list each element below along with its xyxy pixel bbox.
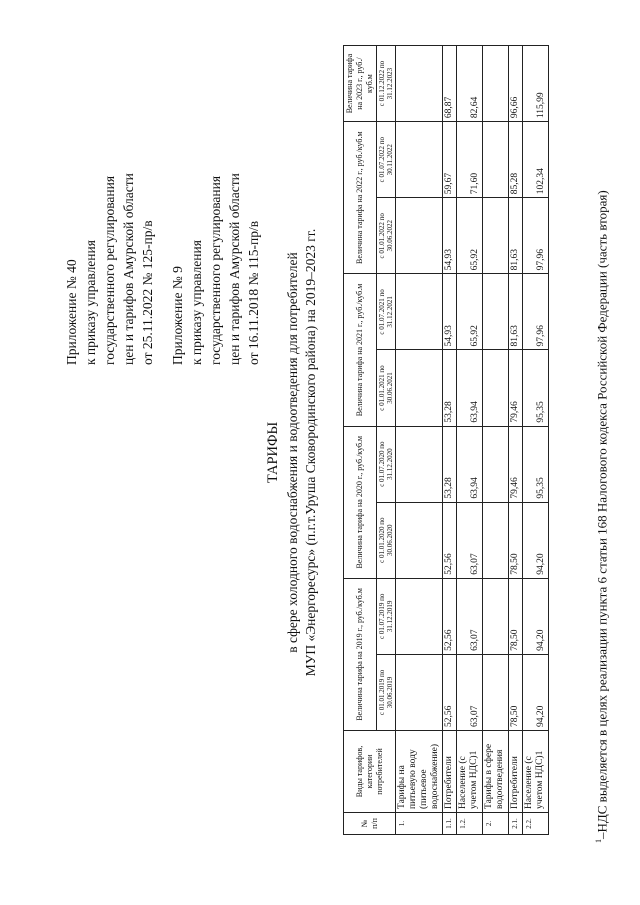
tariff-value: 63,07 [457,654,483,730]
tariff-value: 81,63 [509,198,523,274]
tariff-value: 52,56 [443,502,457,578]
annex-line: цен и тарифов Амурской области [227,173,242,365]
tariff-value: 63,94 [457,426,483,502]
annex-line: к приказу управления [189,240,204,365]
tariff-value: 79,46 [509,426,523,502]
tariff-value: 63,94 [457,350,483,426]
tariff-value: 102,34 [523,122,549,198]
tariff-value [396,46,443,122]
tariff-value: 115,99 [523,46,549,122]
row-number: 2.2. [523,813,549,835]
annex-line: Приложение № 40 [64,259,79,365]
table-row [509,46,523,835]
tariff-value: 78,50 [509,654,523,730]
period-header: с 01.01.2020 по 30.06.2020 [377,502,396,578]
tariff-value [396,578,443,654]
tariff-value [483,274,509,350]
tariff-table [343,45,549,835]
table-row [443,46,457,835]
annex-line: от 25.11.2022 № 125-пр/в [140,220,155,365]
period-header: с 01.07.2021 по 31.12.2021 [377,274,396,350]
annex-40-header [62,173,157,365]
tariff-value [483,46,509,122]
tariff-value: 52,56 [443,654,457,730]
tariff-value: 68,87 [443,46,457,122]
tariff-value [396,122,443,198]
footnote-text: –НДС выделяется в целях реализации пункта 6 статьи 168 Налогового кодекса Российской Федерации (часть вторая) [594,190,610,839]
title-heading: ТАРИФЫ [265,421,281,484]
tariff-value: 85,28 [509,122,523,198]
tariff-value: 79,46 [509,350,523,426]
tariff-value [483,502,509,578]
period-header: с 01.07.2020 по 31.12.2020 [377,426,396,502]
tariff-value: 52,56 [443,578,457,654]
annex-line: к приказу управления [83,240,98,365]
annex-line: Приложение № 9 [170,266,185,365]
tariff-value [396,350,443,426]
row-label: Потребители [443,731,457,813]
period-header: с 01.01.2022 по 30.06.2022 [377,198,396,274]
row-number: 2.1. [509,813,523,835]
row-label: Тарифы на питьевую воду (питьевое водоснабжение) [396,731,443,813]
tariff-value: 96,66 [509,46,523,122]
period-header: с 01.01.2019 по 30.06.2019 [377,654,396,730]
tariff-value: 65,92 [457,274,483,350]
header-tariff-type: Виды тарифов, категории потребителей [344,731,396,813]
annex-line: от 16.11.2018 № 115-пр/в [246,220,261,365]
period-header: с 01.07.2019 по 31.12.2019 [377,578,396,654]
row-label: Население (с учетом НДС)1 [523,731,549,813]
tariff-value: 97,96 [523,198,549,274]
tariff-value: 82,64 [457,46,483,122]
tariff-value [483,426,509,502]
row-label: Тарифы в сфере водоотведения [483,731,509,813]
tariff-value: 81,63 [509,274,523,350]
tariff-value: 59,67 [443,122,457,198]
header-year-2020: Величина тарифа на 2020 г., руб./куб.м [344,426,377,578]
tariff-value: 78,50 [509,578,523,654]
tariff-value: 97,96 [523,274,549,350]
annex-line: государственного регулирования [208,175,223,365]
tariff-value: 95,35 [523,350,549,426]
tariff-value: 54,93 [443,198,457,274]
annex-line: государственного регулирования [102,175,117,365]
annex-9-header [168,173,263,365]
row-number: 1. [396,813,443,835]
period-header: с 01.07.2022 по 30.11.2022 [377,122,396,198]
tariff-value: 94,20 [523,578,549,654]
tariff-value: 71,60 [457,122,483,198]
header-year-2021: Величина тарифа на 2021 г., руб./куб.м [344,274,377,426]
footnote-marker: 1 [594,839,603,843]
annex-line: цен и тарифов Амурской области [121,173,136,365]
tariff-value: 63,07 [457,578,483,654]
tariff-value: 53,28 [443,350,457,426]
tariff-value: 54,93 [443,274,457,350]
tariff-value [396,426,443,502]
table-row [483,46,509,835]
table-row [396,46,443,835]
row-number: 2. [483,813,509,835]
row-label: Население (с учетом НДС)1 [457,731,483,813]
tariff-value [396,198,443,274]
header-year-2023: Величина тарифа на 2023 г., руб./куб.м [344,46,377,122]
tariff-value: 95,35 [523,426,549,502]
tariff-value [483,198,509,274]
period-header: с 01.12.2022 по 31.12.2023 [377,46,396,122]
tariff-value [483,654,509,730]
tariff-value: 78,50 [509,502,523,578]
tariff-value [483,578,509,654]
table-header-row [344,46,377,835]
header-year-2022: Величина тарифа на 2022 г., руб./куб.м [344,122,377,274]
title-line-1: в сфере холодного водоснабжения и водоотведения для потребителей [285,252,300,653]
table-row [523,46,549,835]
table-row [457,46,483,835]
row-label: Потребители [509,731,523,813]
footnote [594,190,610,843]
tariff-value [483,122,509,198]
tariff-value: 53,28 [443,426,457,502]
tariff-value: 94,20 [523,654,549,730]
tariff-value: 65,92 [457,198,483,274]
tariff-value: 63,07 [457,502,483,578]
tariff-value [396,654,443,730]
table-period-row [377,46,396,835]
row-number: 1.1. [443,813,457,835]
tariff-value [396,274,443,350]
document-title [262,0,320,905]
row-number: 1.2. [457,813,483,835]
title-line-2: МУП «Энергоресурс» (п.г.т.Уруша Сковородинского района) на 2019–2023 гг. [303,228,318,677]
tariff-value [483,350,509,426]
tariff-value [396,502,443,578]
tariff-value: 94,20 [523,502,549,578]
period-header: с 01.01.2021 по 30.06.2021 [377,350,396,426]
header-year-2019: Величина тарифа на 2019 г., руб./куб.м [344,578,377,730]
header-number: № п/п [344,813,396,835]
